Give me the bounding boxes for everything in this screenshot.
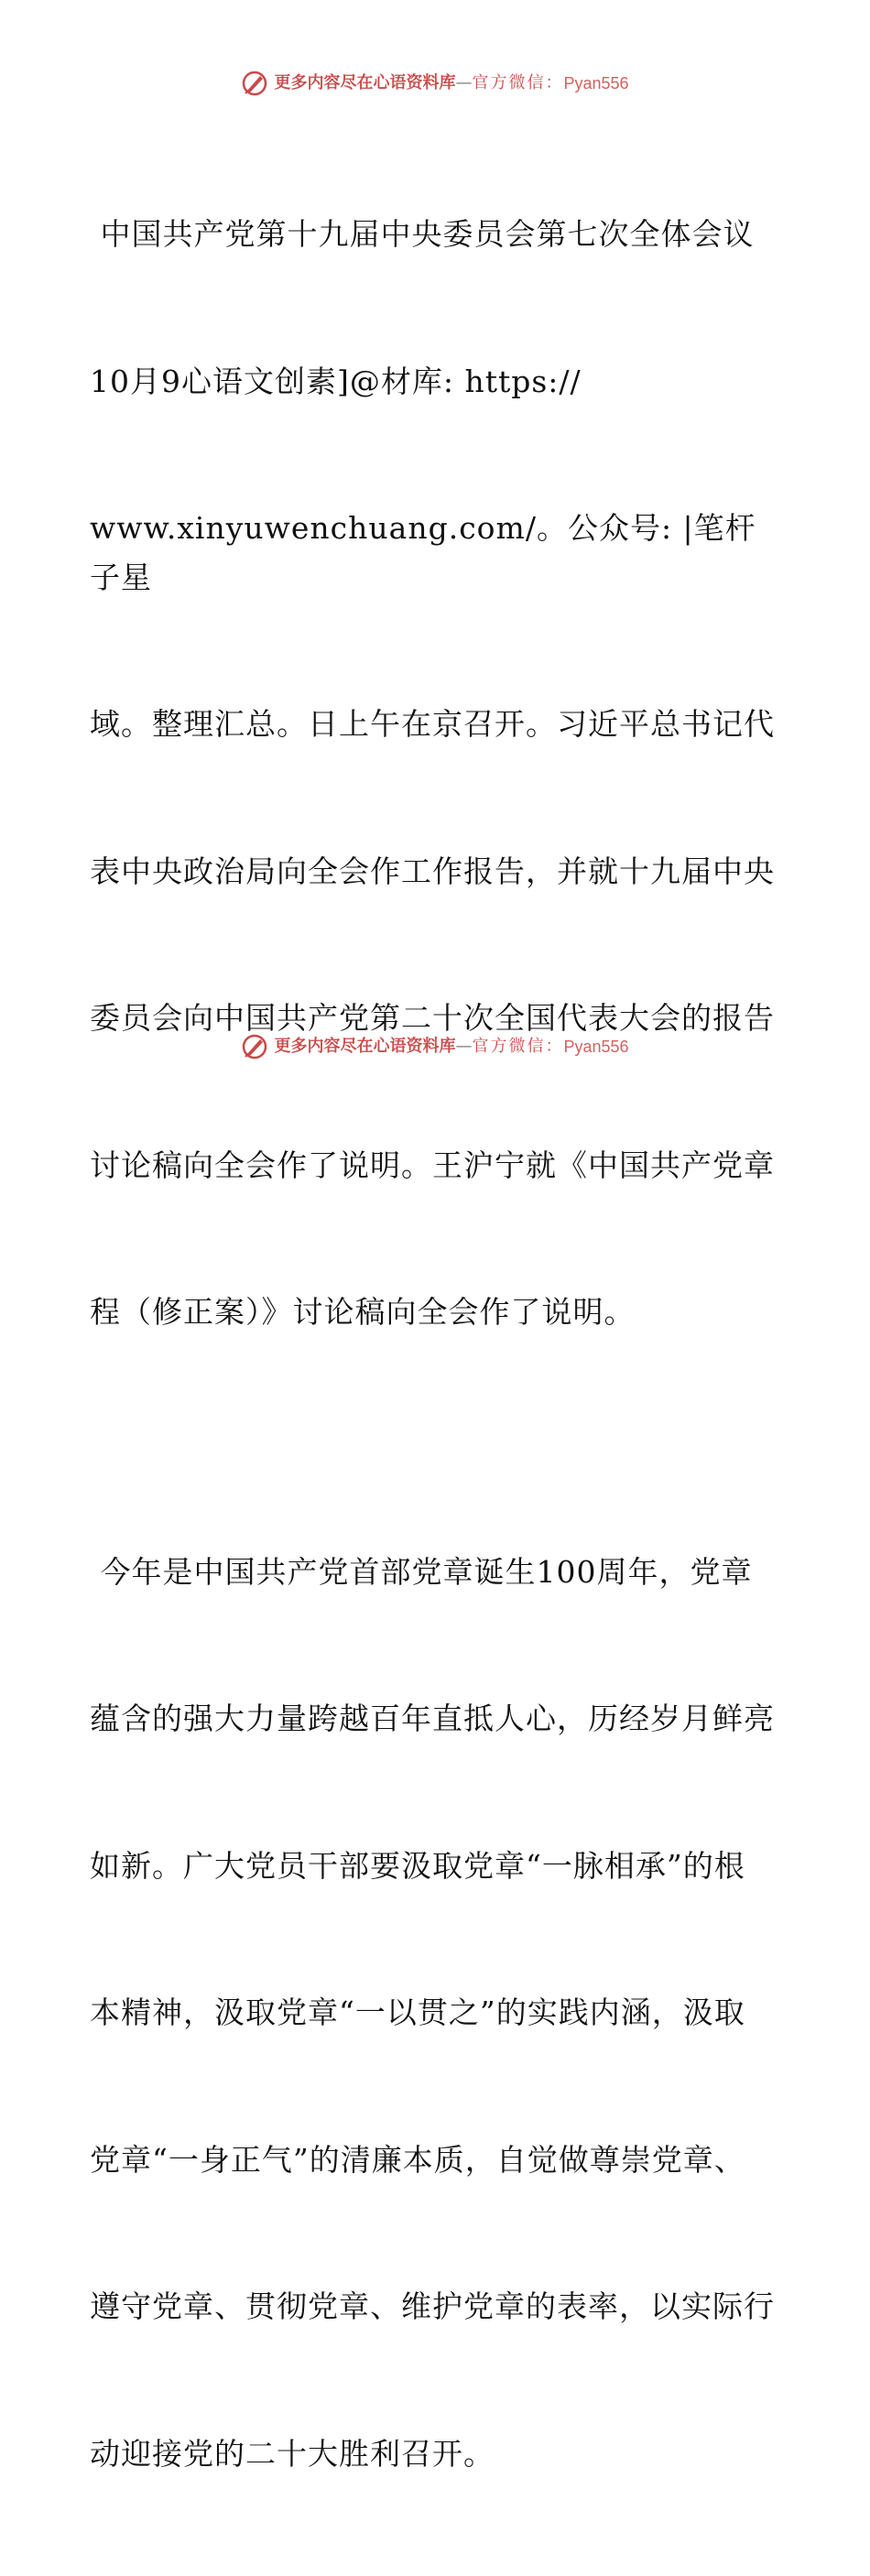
paragraph-line: 委员会向中国共产党第二十次全国代表大会的报告 <box>90 994 786 1043</box>
paragraph-line: 动迎接党的二十大胜利召开。 <box>90 2429 786 2479</box>
banner-wechat-id: Pyan556 <box>563 1036 628 1058</box>
paragraph-line: 程（修正案）》讨论稿向全会作了说明。 <box>90 1288 786 1337</box>
paragraph-line: 遵守党章、贯彻党章、维护党章的表率，以实际行 <box>90 2282 786 2331</box>
quill-pen-logo-icon <box>241 1033 268 1060</box>
paragraph-line: 表中央政治局向全会作工作报告，并就十九届中央 <box>90 847 786 897</box>
banner-wechat-label: 官方微信： <box>472 72 563 94</box>
header-watermark-banner <box>0 70 870 97</box>
paragraph-line: www.xinyuwenchuang.com/。公众号: |笔杆子星 <box>90 504 786 602</box>
paragraph-line: 10月9心语文创素]@材库: https:// <box>90 357 786 407</box>
paragraph-line: 中国共产党第十九届中央委员会第七次全体会议 <box>90 210 786 259</box>
quill-pen-logo-icon <box>241 70 268 97</box>
paragraph-2 <box>90 1450 786 2576</box>
banner-separator: — <box>455 1036 472 1058</box>
footer-watermark-banner <box>0 1033 870 1060</box>
paragraph-line: 蕴含的强大力量跨越百年直抵人心，历经岁月鲜亮 <box>90 1694 786 1744</box>
document-body <box>90 112 786 2576</box>
banner-separator: — <box>455 72 472 94</box>
paragraph-line: 域。整理汇总。日上午在京召开。习近平总书记代 <box>90 700 786 749</box>
paragraph-line: 今年是中国共产党首部党章诞生100周年，党章 <box>90 1548 786 1597</box>
paragraph-line: 如新。广大党员干部要汲取党章“一脉相承”的根 <box>90 1842 786 1891</box>
paragraph-1 <box>90 112 786 1435</box>
paragraph-line: 党章“一身正气”的清廉本质，自觉做尊崇党章、 <box>90 2136 786 2185</box>
banner-wechat-label: 官方微信： <box>472 1036 563 1058</box>
paragraph-line: 讨论稿向全会作了说明。王沪宁就《中国共产党章 <box>90 1141 786 1190</box>
banner-wechat-id: Pyan556 <box>563 72 628 94</box>
paragraph-line: 本精神，汲取党章“一以贯之”的实践内涵，汲取 <box>90 1988 786 2038</box>
banner-brand-text: 更多内容尽在心语资料库 <box>274 72 455 94</box>
banner-brand-text: 更多内容尽在心语资料库 <box>274 1036 455 1058</box>
